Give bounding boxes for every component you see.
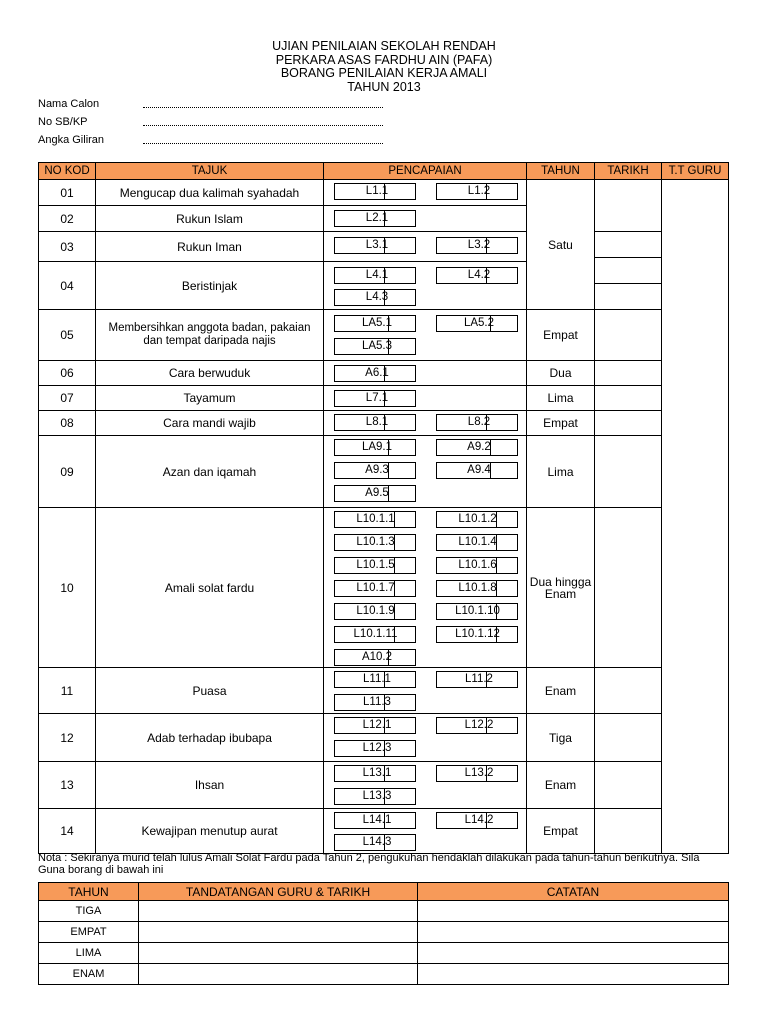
score-box[interactable]: L4.2 (436, 267, 518, 284)
field-label: Angka Giliran (38, 134, 105, 146)
score-box[interactable]: L11.1 (334, 671, 416, 688)
score-box[interactable]: L13.2 (436, 765, 518, 782)
score-box[interactable]: L10.1.5 (334, 557, 416, 574)
tarikh-cell[interactable] (595, 180, 662, 310)
row-tajuk: Puasa (96, 668, 324, 714)
row-no: 02 (39, 206, 96, 232)
note-line: Nota : Sekiranya murid telah lulus Amali Solat Fardu pada Tahun 2, pengukuhan hendaklah dilakukan pada tahun-tahun berikutnya. Sila (38, 852, 700, 864)
table-row (39, 386, 729, 411)
score-box[interactable]: L13.3 (334, 788, 416, 805)
row-pencapaian (324, 668, 527, 714)
dotted-line (143, 101, 383, 108)
row-no: 08 (39, 411, 96, 436)
tahun-cell: Empat (527, 310, 595, 361)
dotted-line (143, 119, 383, 126)
col-tahun: TAHUN (527, 163, 595, 180)
score-box[interactable]: L13.1 (334, 765, 416, 782)
score-box[interactable]: L10.1.4 (436, 534, 518, 551)
row-no: 01 (39, 180, 96, 206)
signature-table (38, 882, 729, 985)
tajuk-line: dan tempat daripada najis (143, 335, 276, 347)
sig-signature-cell[interactable] (139, 922, 418, 943)
sig-row (39, 901, 729, 922)
sig-year: TIGA (39, 901, 139, 922)
row-pencapaian (324, 809, 527, 854)
tahun-cell: Lima (527, 386, 595, 411)
score-box[interactable]: A9.4 (436, 462, 518, 479)
row-tajuk: Rukun Iman (96, 232, 324, 262)
table-row (39, 411, 729, 436)
row-pencapaian (324, 436, 527, 508)
tarikh-cell[interactable] (595, 310, 662, 361)
header-line-2: PERKARA ASAS FARDHU AIN (PAFA) (275, 52, 493, 67)
row-tajuk: Cara mandi wajib (96, 411, 324, 436)
score-box[interactable]: L12.2 (436, 717, 518, 734)
score-box[interactable]: L10.1.6 (436, 557, 518, 574)
row-no: 07 (39, 386, 96, 411)
tarikh-cell[interactable] (595, 762, 662, 809)
tarikh-cell[interactable] (595, 386, 662, 411)
field-label: No SB/KP (38, 116, 88, 128)
note-text (38, 853, 738, 876)
tarikh-cell[interactable] (595, 436, 662, 508)
score-box[interactable]: L10.1.3 (334, 534, 416, 551)
header-line-3: BORANG PENILAIAN KERJA AMALI (280, 66, 488, 80)
score-box[interactable]: L14.1 (334, 812, 416, 829)
row-no: 13 (39, 762, 96, 809)
row-tajuk: Beristinjak (96, 262, 324, 310)
tahun-cell: Satu (527, 180, 595, 310)
sig-row (39, 943, 729, 964)
row-tajuk: Amali solat fardu (96, 508, 324, 668)
note-line: Guna borang di bawah ini (38, 863, 164, 876)
row-no: 10 (39, 508, 96, 668)
row-pencapaian (324, 411, 527, 436)
row-tajuk: Rukun Islam (96, 206, 324, 232)
sig-signature-cell[interactable] (139, 901, 418, 922)
row-no: 03 (39, 232, 96, 262)
sig-row (39, 964, 729, 985)
tajuk-line: Membersihkan anggota badan, pakaian (108, 322, 311, 334)
table-row (39, 361, 729, 386)
table-row (39, 310, 729, 361)
sig-year: LIMA (39, 943, 139, 964)
dotted-line (143, 137, 383, 144)
score-box[interactable]: L4.3 (334, 289, 416, 306)
tahun-cell: Enam (527, 668, 595, 714)
tarikh-cell[interactable] (595, 361, 662, 386)
sig-header-row (39, 883, 729, 901)
row-tajuk: Adab terhadap ibubapa (96, 714, 324, 762)
row-pencapaian (324, 361, 527, 386)
sig-year: ENAM (39, 964, 139, 985)
score-box[interactable]: L10.1.1 (334, 511, 416, 528)
score-box[interactable]: L10.1.12 (436, 626, 518, 643)
score-box[interactable]: L4.1 (334, 267, 416, 284)
table-header-row (39, 163, 729, 180)
row-pencapaian (324, 386, 527, 411)
row-pencapaian (324, 262, 527, 310)
tt-guru-cell[interactable] (662, 180, 729, 854)
score-box[interactable]: L3.1 (334, 237, 416, 254)
field-no-sbkp[interactable] (38, 116, 398, 134)
score-box[interactable]: L10.1.8 (436, 580, 518, 597)
sig-col-tahun: TAHUN (39, 883, 139, 901)
row-no: 11 (39, 668, 96, 714)
tarikh-cell[interactable] (595, 714, 662, 762)
row-no: 04 (39, 262, 96, 310)
score-box[interactable]: A9.3 (334, 462, 416, 479)
tarikh-cell[interactable] (595, 668, 662, 714)
score-box[interactable]: L8.1 (334, 414, 416, 431)
tarikh-cell[interactable] (595, 809, 662, 854)
tahun-cell (527, 508, 595, 668)
score-box[interactable]: L10.1.11 (334, 626, 416, 643)
sig-catatan-cell[interactable] (418, 901, 729, 922)
row-pencapaian (324, 206, 527, 232)
sig-row (39, 922, 729, 943)
row-tajuk: Cara berwuduk (96, 361, 324, 386)
score-box[interactable]: A10.2 (334, 649, 416, 666)
score-box[interactable]: L14.3 (334, 834, 416, 851)
sig-col-tandatangan: TANDATANGAN GURU & TARIKH (139, 883, 418, 901)
row-tajuk: Tayamum (96, 386, 324, 411)
field-angka-giliran[interactable] (38, 134, 398, 152)
score-box[interactable]: L12.1 (334, 717, 416, 734)
row-pencapaian (324, 508, 527, 668)
col-no-kod: NO KOD (39, 163, 96, 180)
row-pencapaian (324, 180, 527, 206)
tahun-cell: Empat (527, 809, 595, 854)
score-box[interactable]: L7.1 (334, 390, 416, 407)
score-box[interactable]: A6.1 (334, 365, 416, 382)
sig-catatan-cell[interactable] (418, 964, 729, 985)
candidate-fields (38, 98, 398, 152)
score-box[interactable]: L10.1.10 (436, 603, 518, 620)
sig-year: EMPAT (39, 922, 139, 943)
tahun-cell: Empat (527, 411, 595, 436)
row-pencapaian (324, 714, 527, 762)
sig-signature-cell[interactable] (139, 964, 418, 985)
tahun-cell: Tiga (527, 714, 595, 762)
row-tajuk: Kewajipan menutup aurat (96, 809, 324, 854)
score-box[interactable]: L11.2 (436, 671, 518, 688)
sig-signature-cell[interactable] (139, 943, 418, 964)
table-row (39, 809, 729, 854)
score-box[interactable]: L1.2 (436, 183, 518, 200)
row-no: 12 (39, 714, 96, 762)
score-box[interactable]: L11.3 (334, 694, 416, 711)
score-box[interactable]: A9.5 (334, 485, 416, 502)
table-row (39, 762, 729, 809)
tarikh-slot[interactable] (595, 206, 661, 232)
score-box[interactable]: L8.2 (436, 414, 518, 431)
col-tajuk: TAJUK (96, 163, 324, 180)
row-tajuk: Ihsan (96, 762, 324, 809)
score-box[interactable]: L2.1 (334, 210, 416, 227)
header-line-1: UJIAN PENILAIAN SEKOLAH RENDAH (272, 39, 496, 53)
tahun-cell: Dua (527, 361, 595, 386)
score-box[interactable]: L1.1 (334, 183, 416, 200)
tahun-line: Enam (544, 586, 577, 601)
tarikh-slot[interactable] (595, 258, 661, 284)
row-pencapaian (324, 310, 527, 361)
score-box[interactable]: L10.1.9 (334, 603, 416, 620)
table-row (39, 508, 729, 668)
score-box[interactable]: L3.2 (436, 237, 518, 254)
tahun-cell: Enam (527, 762, 595, 809)
score-box[interactable]: L12.3 (334, 740, 416, 757)
score-box[interactable]: L10.1.2 (436, 511, 518, 528)
tarikh-slot[interactable] (595, 232, 661, 258)
table-row (39, 180, 729, 206)
row-tajuk (96, 310, 324, 361)
tarikh-cell[interactable] (595, 508, 662, 668)
assessment-table (38, 162, 729, 854)
tahun-cell: Lima (527, 436, 595, 508)
score-box[interactable]: LA9.1 (334, 439, 416, 456)
row-pencapaian (324, 232, 527, 262)
row-tajuk: Azan dan iqamah (96, 436, 324, 508)
score-box[interactable]: LA5.2 (436, 315, 518, 332)
row-pencapaian (324, 762, 527, 809)
score-box[interactable]: L14.2 (436, 812, 518, 829)
header-line-4: TAHUN 2013 (347, 79, 421, 94)
field-nama-calon[interactable] (38, 98, 398, 116)
row-tajuk: Mengucap dua kalimah syahadah (96, 180, 324, 206)
col-pencapaian: PENCAPAIAN (324, 163, 527, 180)
col-tarikh: TARIKH (595, 163, 662, 180)
table-row (39, 436, 729, 508)
row-no: 06 (39, 361, 96, 386)
score-box[interactable]: LA5.3 (334, 338, 416, 355)
row-no: 05 (39, 310, 96, 361)
row-no: 14 (39, 809, 96, 854)
score-box[interactable]: LA5.1 (334, 315, 416, 332)
tahun-line: Dua hingga (529, 574, 592, 589)
tarikh-cell[interactable] (595, 411, 662, 436)
col-tt-guru: T.T GURU (662, 163, 729, 180)
field-label: Nama Calon (38, 98, 100, 110)
table-row (39, 714, 729, 762)
sig-catatan-cell[interactable] (418, 922, 729, 943)
score-box[interactable]: A9.2 (436, 439, 518, 456)
sig-catatan-cell[interactable] (418, 943, 729, 964)
score-box[interactable]: L10.1.7 (334, 580, 416, 597)
row-no: 09 (39, 436, 96, 508)
form-header (0, 40, 768, 94)
sig-col-catatan: CATATAN (418, 883, 729, 901)
table-row (39, 668, 729, 714)
